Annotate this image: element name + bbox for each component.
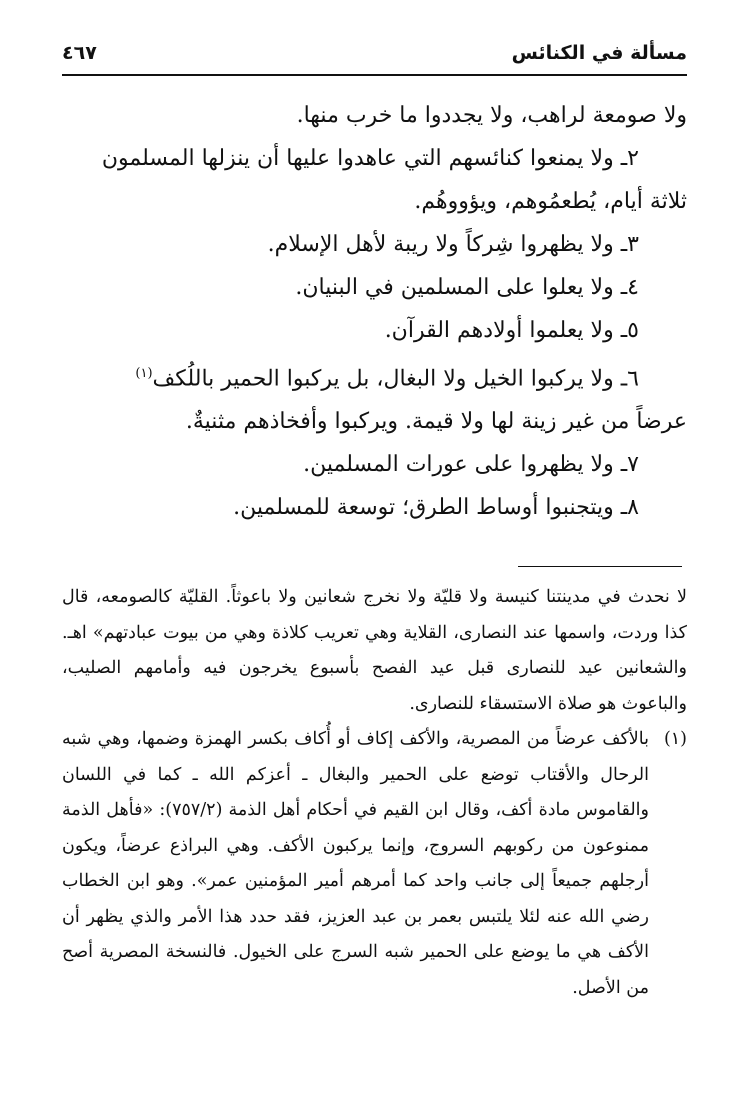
footnotes-section — [62, 580, 687, 1006]
intro-line: ولا صومعة لراهب، ولا يجددوا ما خرب منها. — [296, 103, 687, 128]
footnote-1-text: بالأكف عرضاً من المصرية، والأكف إكاف أو أُكاف بكسر الهمزة وضمها، وهي شبه الرحال والأقتاب توضع على الحمير والبغال ـ أعزكم الله ـ كما في اللسان والقاموس مادة أكف، وقال ابن القيم في أحكام أهل الذمة (٧٥٧/٢): «فأهل الذمة ممنوعون من ركوبهم السروج، وإنما يركبون الأكف. وهي البراذع عرضاً، ويكون أرجلهم جميعاً إلى جانب واحد كما أمرهم أمير المؤمنين عمر». وهو ابن الخطاب رضي الله عنه لئلا يلتبس بعمر بن عبد العزيز، فقد حدد هذا الأمر والذي يظهر أن الأكف هي ما يوضع على الحمير شبه السرج على الخيول. فالنسخة المصرية أصح من الأصل. — [62, 729, 649, 998]
item-6-text: ٦ـ ولا يركبوا الخيل ولا البغال، بل يركبوا الحمير باللُكف — [152, 366, 639, 392]
running-header — [62, 40, 687, 76]
item-6-line-2: عرضاً من غير زينة لها ولا قيمة. ويركبوا وأفخاذهم مثنيةٌ. — [185, 409, 687, 435]
footnote-1 — [62, 722, 687, 1006]
running-title: مسألة في الكنائس — [511, 42, 687, 64]
footnote-separator — [518, 566, 682, 567]
page-number: ٤٦٧ — [62, 42, 97, 64]
item-7: ٧ـ ولا يظهروا على عورات المسلمين. — [303, 452, 639, 478]
item-5: ٥ـ ولا يعلموا أولادهم القرآن. — [384, 318, 639, 343]
footnote-reference[interactable]: (١) — [135, 366, 153, 381]
item-6-line-1 — [62, 352, 687, 400]
item-4: ٤ـ ولا يعلوا على المسلمين في البنيان. — [295, 275, 639, 300]
footnote-continuation: لا نحدث في مدينتنا كنيسة ولا قليّة ولا نخرج شعانين ولا باعوثاً. القليّة كالصومعه، قال كذا وردت، واسمها عند النصارى، القلاية وهي تعريب كلاذة وهي من بيوت عبادتهم» اهـ. والشعانين عيد للنصارى قبل عيد الفصح بأسبوع يخرجون فيه وأمامهم الصليب، والباعوث هو صلاة الاستسقاء للنصارى. — [62, 587, 687, 714]
item-2-line-1: ٢ـ ولا يمنعوا كنائسهم التي عاهدوا عليها أن ينزلها المسلمون — [101, 146, 639, 171]
item-2-line-2: ثلاثة أيام، يُطعمُوهم، ويؤووهُم. — [414, 189, 687, 214]
item-8: ٨ـ ويتجنبوا أوساط الطرق؛ توسعة للمسلمين. — [233, 495, 639, 521]
footnote-1-marker: (١) — [663, 729, 687, 749]
item-3: ٣ـ ولا يظهروا شِركاً ولا ريبة لأهل الإسلام. — [267, 232, 639, 257]
main-text — [62, 94, 687, 529]
